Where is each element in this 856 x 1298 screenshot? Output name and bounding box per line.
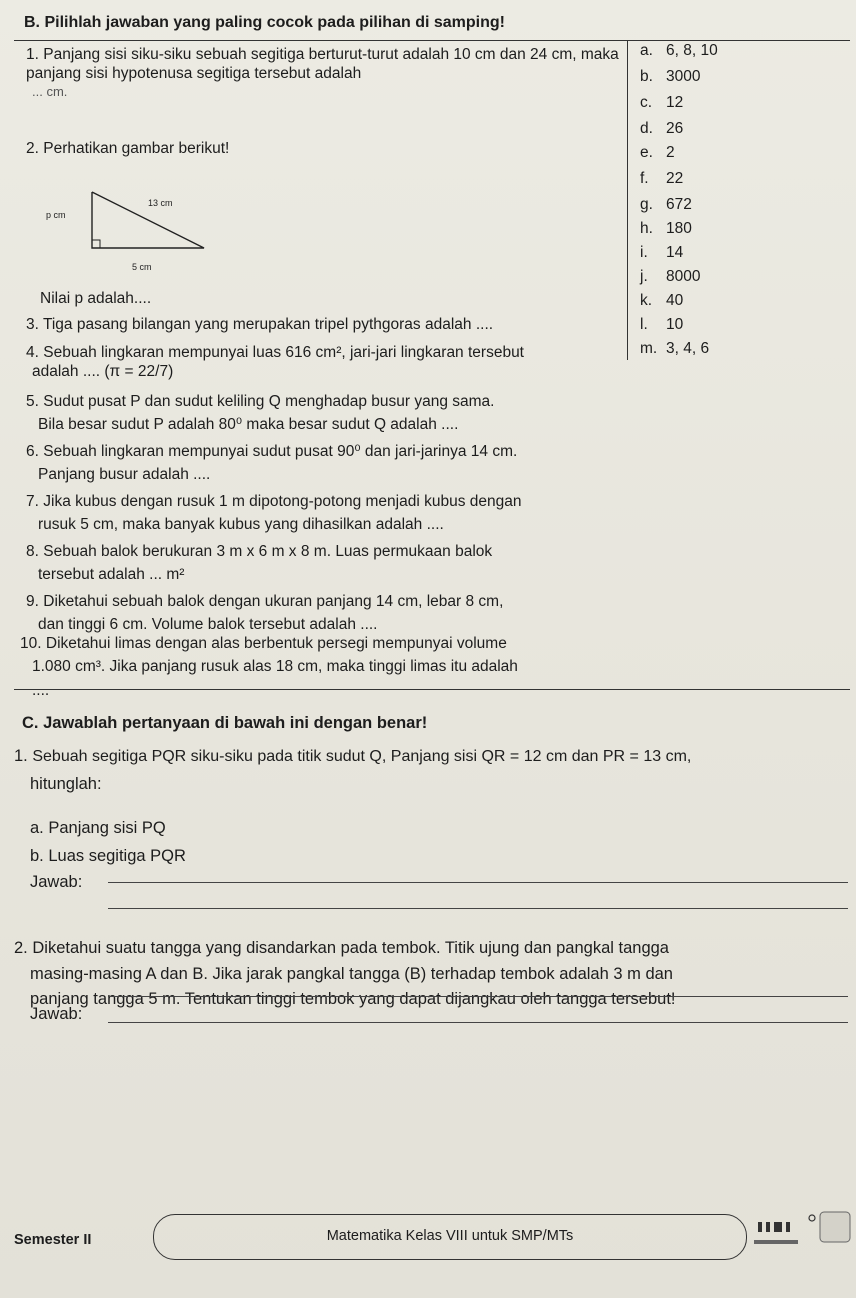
question-2	[26, 140, 229, 159]
option-c	[640, 94, 683, 112]
question-number: 9.	[26, 593, 39, 610]
semester-label: Semester II	[14, 1232, 92, 1248]
section-b-title: B. Pilihlah jawaban yang paling cocok pada pilihan di samping!	[24, 14, 505, 31]
question-tail: Bila besar sudut P adalah 80⁰ maka besar sudut Q adalah ....	[38, 416, 459, 434]
essay-question-1	[14, 746, 850, 767]
question-9	[26, 590, 503, 637]
option-e	[640, 144, 675, 162]
question-text: Sebuah segitiga PQR siku-siku pada titik sudut Q, Panjang sisi QR = 12 cm dan PR = 13 cm,	[32, 748, 692, 765]
question-text: Diketahui suatu tangga yang disandarkan pada tembok. Titik ujung dan pangkal tangga	[32, 939, 669, 957]
option-value: 180	[666, 220, 692, 237]
question-text: panjang tangga 5 m. Tentukan tinggi tembok yang dapat dijangkau oleh tangga tersebut!	[30, 990, 676, 1009]
option-value: 2	[666, 144, 675, 161]
option-letter: l.	[640, 316, 648, 333]
option-letter: a.	[640, 42, 653, 59]
option-value: 12	[666, 94, 684, 111]
option-value: 26	[666, 120, 684, 137]
question-text: masing-masing A dan B. Jika jarak pangkal tangga (B) terhadap tembok adalah 3 m dan	[30, 964, 673, 983]
question-text: Sebuah lingkaran mempunyai luas 616 cm², jari-jari lingkaran tersebut	[43, 344, 524, 361]
question-tail: ....	[32, 681, 50, 699]
question-8	[26, 540, 492, 587]
option-value: 6, 8, 10	[666, 42, 718, 59]
table-divider	[627, 40, 628, 360]
right-triangle-figure	[44, 186, 224, 276]
question-text: Sebuah lingkaran mempunyai sudut pusat 90⁰ dan jari-jarinya 14 cm.	[43, 443, 518, 460]
question-text: Diketahui sebuah balok dengan ukuran panjang 14 cm, lebar 8 cm,	[43, 593, 504, 610]
question-text: Perhatikan gambar berikut!	[43, 140, 230, 157]
option-value: 3000	[666, 68, 701, 85]
essay-question-2	[14, 936, 854, 1013]
question-number: 10.	[20, 635, 42, 652]
question-3	[26, 316, 493, 335]
answer-line	[108, 1022, 848, 1023]
question-2-tail: Nilai p adalah....	[40, 290, 152, 307]
question-7	[26, 490, 522, 537]
option-letter: e.	[640, 144, 653, 161]
option-j	[640, 268, 700, 286]
option-h	[640, 220, 692, 238]
option-b	[640, 68, 700, 86]
label-base: 5 cm	[132, 262, 152, 272]
option-i	[640, 244, 683, 262]
essay-q2-answer-label: Jawab:	[30, 1005, 83, 1023]
option-letter: m.	[640, 340, 658, 357]
question-number: 7.	[26, 493, 39, 510]
option-letter: i.	[640, 244, 648, 261]
right-angle-mark	[92, 240, 100, 248]
option-a	[640, 42, 718, 60]
question-4	[26, 344, 524, 381]
option-l	[640, 316, 683, 334]
option-value: 10	[666, 316, 684, 333]
question-number: 3.	[26, 316, 39, 333]
option-letter: k.	[640, 292, 653, 309]
option-value: 8000	[666, 268, 701, 285]
option-letter: j.	[640, 268, 648, 285]
question-6	[26, 440, 517, 487]
question-tail: tersebut adalah ... m²	[38, 566, 185, 584]
option-letter: g.	[640, 196, 653, 213]
option-d	[640, 120, 683, 138]
option-value: 14	[666, 244, 684, 261]
answer-line	[108, 908, 848, 909]
answer-line	[108, 996, 848, 997]
question-text: Sebuah balok berukuran 3 m x 6 m x 8 m. Luas permukaan balok	[43, 543, 493, 560]
option-f	[640, 170, 683, 188]
option-value: 40	[666, 292, 684, 309]
option-k	[640, 292, 683, 310]
question-number: 2.	[14, 939, 28, 957]
section-c-title: C. Jawablah pertanyaan di bawah ini dengan benar!	[22, 714, 428, 732]
essay-q1-instruction: hitunglah:	[30, 775, 102, 793]
question-tail: Panjang busur adalah ....	[38, 466, 211, 484]
question-tail: dan tinggi 6 cm. Volume balok tersebut adalah ....	[38, 616, 378, 634]
question-text: Tiga pasang bilangan yang merupakan tripel pythgoras adalah ....	[42, 316, 494, 333]
decorative-blocks-icon	[754, 1210, 852, 1258]
option-value: 672	[666, 196, 692, 213]
question-10	[20, 632, 518, 702]
question-text: Diketahui limas dengan alas berbentuk persegi mempunyai volume	[45, 635, 507, 652]
option-letter: d.	[640, 120, 653, 137]
option-letter: b.	[640, 68, 653, 85]
essay-q1-answer-label: Jawab:	[30, 873, 83, 891]
essay-q1-part-b: b. Luas segitiga PQR	[30, 847, 186, 865]
question-tail: adalah .... (π = 22/7)	[32, 362, 174, 380]
book-title: Matematika Kelas VIII untuk SMP/MTs	[326, 1228, 574, 1244]
question-number: 4.	[26, 344, 39, 361]
label-side-p: p cm	[46, 210, 66, 220]
label-hypotenuse: 13 cm	[148, 198, 173, 208]
question-number: 1.	[26, 46, 39, 63]
option-letter: f.	[640, 170, 649, 187]
question-number: 2.	[26, 140, 39, 157]
question-tail: ... cm.	[32, 84, 68, 100]
question-tail: rusuk 5 cm, maka banyak kubus yang dihasilkan adalah ....	[38, 516, 444, 534]
essay-q1-part-a: a. Panjang sisi PQ	[30, 819, 166, 837]
question-number: 5.	[26, 393, 39, 410]
option-letter: h.	[640, 220, 653, 237]
question-number: 1.	[14, 747, 28, 765]
option-letter: c.	[640, 94, 653, 111]
question-text: Jika kubus dengan rusuk 1 m dipotong-potong menjadi kubus dengan	[43, 493, 522, 510]
question-number: 6.	[26, 443, 39, 460]
option-m	[640, 340, 709, 358]
book-title-box	[153, 1214, 747, 1260]
answer-line	[108, 882, 848, 883]
question-number: 8.	[26, 543, 39, 560]
question-text: Sudut pusat P dan sudut keliling Q menghadap busur yang sama.	[43, 393, 495, 410]
option-value: 22	[666, 170, 684, 187]
question-1	[26, 46, 626, 102]
question-text: Panjang sisi siku-siku sebuah segitiga berturut-turut adalah 10 cm dan 24 cm, maka panjang sisi hypotenusa segitiga tersebut adalah	[26, 46, 619, 82]
option-value: 3, 4, 6	[666, 340, 710, 357]
question-5	[26, 390, 494, 437]
option-g	[640, 196, 692, 214]
question-tail: 1.080 cm³. Jika panjang rusuk alas 18 cm, maka tinggi limas itu adalah	[32, 658, 518, 676]
